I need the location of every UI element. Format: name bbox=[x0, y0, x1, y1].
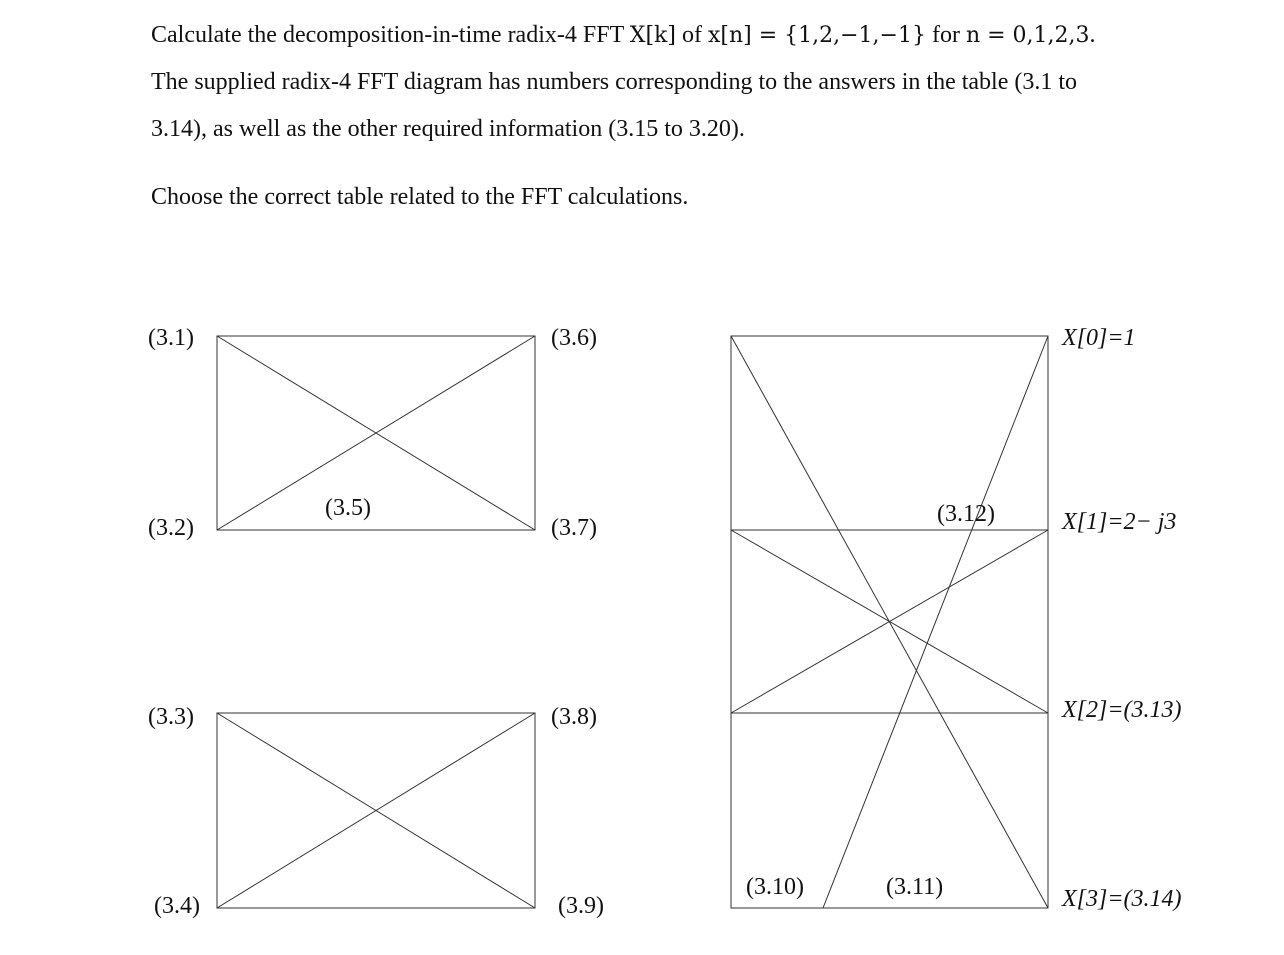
label-3-3: (3.3) bbox=[148, 704, 194, 730]
label-3-7: (3.7) bbox=[551, 515, 597, 541]
instruction-text: Choose the correct table related to the FFT calculations. bbox=[151, 184, 689, 210]
label-3-5: (3.5) bbox=[325, 495, 371, 521]
math-Xk: X[k] bbox=[629, 23, 676, 48]
radix4-line bbox=[823, 336, 1048, 908]
question-line-1: Calculate the decomposition-in-time radix-4 FFT X[k] of x[n] = {1,2,−1,−1} for n = 0,1,2,3. bbox=[151, 22, 1096, 48]
output-X0: X[0]=1 bbox=[1062, 325, 1136, 351]
label-3-1: (3.1) bbox=[148, 325, 194, 351]
label-3-9: (3.9) bbox=[558, 893, 604, 919]
question-line-3: 3.14), as well as the other required information (3.15 to 3.20). bbox=[151, 116, 745, 142]
output-X3: X[3]=(3.14) bbox=[1062, 886, 1182, 912]
question-line-2: The supplied radix-4 FFT diagram has numbers corresponding to the answers in the table (3.1 to bbox=[151, 69, 1078, 95]
label-3-2: (3.2) bbox=[148, 515, 194, 541]
output-X2: X[2]=(3.13) bbox=[1062, 697, 1182, 723]
label-3-10: (3.10) bbox=[746, 874, 804, 900]
math-n: n = 0,1,2,3 bbox=[965, 23, 1090, 48]
label-3-6: (3.6) bbox=[551, 325, 597, 351]
label-3-11: (3.11) bbox=[886, 874, 944, 900]
label-3-8: (3.8) bbox=[551, 704, 597, 730]
label-3-12: (3.12) bbox=[937, 501, 995, 527]
output-X1: X[1]=2− j3 bbox=[1062, 509, 1177, 535]
label-3-4: (3.4) bbox=[154, 893, 200, 919]
math-xn: x[n] = {1,2,−1,−1} bbox=[707, 23, 926, 48]
